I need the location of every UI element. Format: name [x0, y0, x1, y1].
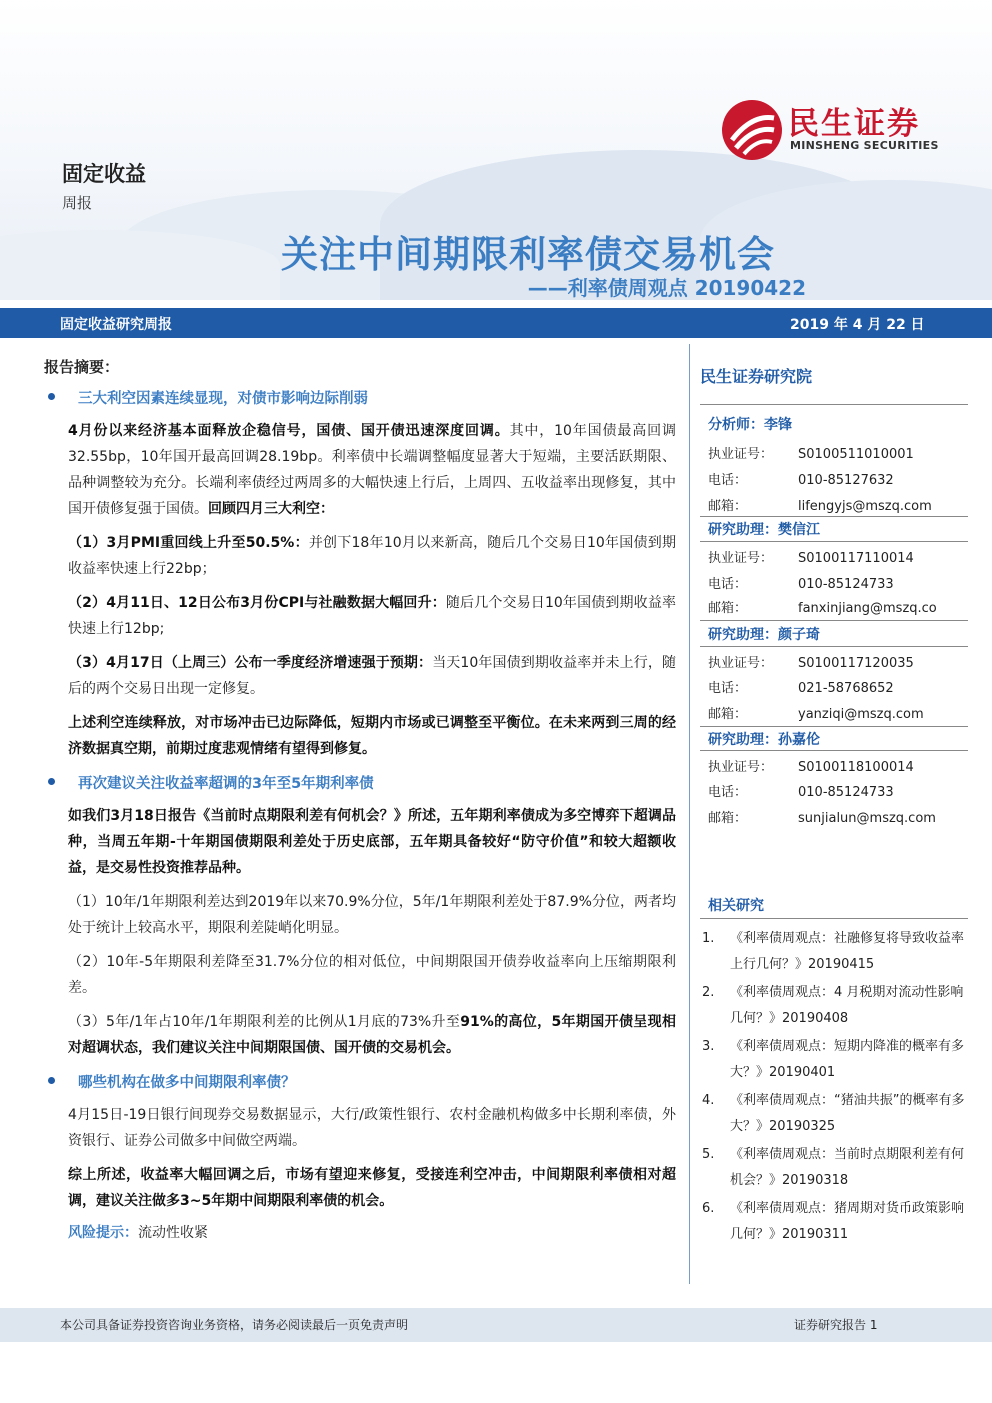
- separator: [700, 620, 968, 621]
- logo-text-en: MINSHENG SECURITIES: [790, 139, 939, 152]
- separator: [700, 750, 968, 751]
- related-research-list: [700, 926, 968, 1250]
- email: 邮箱： fanxinjiang@mszq.co: [708, 601, 937, 616]
- report-category: 固定收益: [62, 161, 146, 186]
- institute-name: 民生证券研究院: [700, 367, 813, 386]
- phone: 电话： 010-85124733: [708, 577, 894, 592]
- paragraph: 4月份以来经济基本面释放企稳信号，国债、国开债迅速深度回调。其中，10年国债最高回调32.55bp，10年国开最高回调28.19bp。利率债中长端调整幅度显著大于短端，主要活跃期限、品种调整较为充分。长端利率债经过两周多的大幅快速上行后，上周四、五收益率出现修复，其中国开债修复强于国债。回顾四月三大利空：: [68, 423, 676, 517]
- section-heading: 再次建议关注收益率超调的3年至5年期利率债: [44, 772, 676, 793]
- paragraph: （3）5年/1年占10年/1年期限利差的比例从1月底的73%升至91%的高位，5年期国开债呈现相对超调状态，我们建议关注中间期限国债、国开债的交易机会。: [68, 1014, 676, 1056]
- assistant-name: 研究助理：孙嘉伦: [708, 732, 820, 748]
- paragraph: 综上所述，收益率大幅回调之后，市场有望迎来修复，受接连利空冲击，中间期限利率债相对超调，建议关注做多3~5年期中间期限利率债的机会。: [68, 1167, 676, 1209]
- paragraph: 4月15日-19日银行间现券交易数据显示，大行/政策性银行、农村金融机构做多中长期利率债，外资银行、证券公司做多中间做空两端。: [68, 1107, 676, 1149]
- list-item[interactable]: 5. 《利率债周观点：当前时点期限利差有何机会？》20190318: [702, 1147, 965, 1188]
- separator: [700, 404, 968, 405]
- footer-disclaimer: 本公司具备证券投资咨询业务资格，请务必阅读最后一页免责声明: [60, 1318, 409, 1332]
- phone: 电话： 021-58768652: [708, 681, 894, 696]
- report-title: 关注中间期限利率债交易机会: [281, 233, 775, 276]
- email: 邮箱： yanziqi@mszq.com: [708, 707, 924, 722]
- assistant-name: 研究助理：樊信江: [708, 522, 820, 538]
- summary-title: 报告摘要：: [44, 358, 120, 376]
- paragraph: （2）4月11日、12日公布3月份CPI与社融数据大幅回升：随后几个交易日10年国债到期收益率快速上行12bp;: [68, 595, 676, 637]
- email: 邮箱： sunjialun@mszq.com: [708, 811, 936, 826]
- column-divider: [689, 344, 690, 1284]
- paragraph: 上述利空连续释放，对市场冲击已边际降低，短期内市场或已调整至平衡位。在未来两到三周的经济数据真空期，前期过度悲观情绪有望得到修复。: [68, 715, 676, 757]
- summary-column: [44, 356, 676, 1242]
- cert-number: 执业证号： S0100511010001: [708, 447, 914, 462]
- report-subtitle: ——利率债周观点 20190422: [527, 276, 806, 300]
- separator: [700, 918, 968, 919]
- phone: 电话： 010-85127632: [708, 473, 894, 488]
- email: 邮箱： lifengyjs@mszq.com: [708, 499, 932, 514]
- paragraph: （1）3月PMI重回线上升至50.5%：并创下18年10月以来新高，随后几个交易日10年国债到期收益率快速上行22bp；: [68, 535, 676, 577]
- logo-text-cn: 民生证券: [788, 106, 920, 142]
- report-type: 周报: [62, 194, 93, 212]
- list-item[interactable]: 3. 《利率债周观点：短期内降准的概率有多大？》20190401: [702, 1039, 965, 1080]
- risk-text: 流动性收紧: [138, 1225, 208, 1241]
- list-item[interactable]: 2. 《利率债周观点：4 月税期对流动性影响几何？》20190408: [702, 985, 964, 1026]
- cert-number: 执业证号： S0100117110014: [708, 551, 914, 566]
- report-date: 2019 年 4 月 22 日: [790, 317, 925, 333]
- list-item[interactable]: 4. 《利率债周观点：“猪油共振”的概率有多大？》20190325: [702, 1093, 965, 1134]
- footer-page-info: 证券研究报告 1: [794, 1318, 878, 1332]
- separator: [700, 541, 968, 542]
- list-item[interactable]: 6. 《利率债周观点：猪周期对货币政策影响几何？》20190311: [702, 1201, 965, 1242]
- section-heading: 哪些机构在做多中间期限利率债？: [44, 1071, 676, 1092]
- company-logo: [722, 96, 952, 162]
- risk-note: [68, 1222, 676, 1242]
- list-item[interactable]: 1. 《利率债周观点：社融修复将导致收益率上行几何？》20190415: [702, 931, 965, 972]
- risk-label: 风险提示：: [68, 1225, 138, 1241]
- paragraph: 如我们3月18日报告《当前时点期限利差有何机会？》所述，五年期利率债成为多空博弈下超调品种，当周五年期-十年期国债期限利差处于历史底部，五年期具备较好“防守价值”和较大超额收益，是交易性投资推荐品种。: [68, 808, 676, 876]
- cert-number: 执业证号： S0100118100014: [708, 760, 914, 775]
- paragraph: （1）10年/1年期限利差达到2019年以来70.9%分位，5年/1年期限利差处于87.9%分位，两者均处于统计上较高水平，期限利差陡峭化明显。: [68, 894, 676, 936]
- related-research-title: 相关研究: [708, 898, 764, 914]
- separator: [700, 646, 968, 647]
- analyst-name: 分析师：李锋: [708, 417, 792, 433]
- separator: [700, 726, 968, 727]
- separator: [700, 516, 968, 517]
- phone: 电话： 010-85124733: [708, 785, 894, 800]
- cert-number: 执业证号： S0100117120035: [708, 656, 914, 671]
- paragraph: （3）4月17日（上周三）公布一季度经济增速强于预期：当天10年国债到期收益率并未上行，随后的两个交易日出现一定修复。: [68, 655, 676, 697]
- logo-mark-icon: [722, 100, 782, 160]
- assistant-name: 研究助理：颜子琦: [708, 627, 820, 643]
- section-heading: 三大利空因素连续显现，对债市影响边际削弱: [44, 387, 676, 408]
- paragraph: （2）10年-5年期限利差降至31.7%分位的相对低位，中间期限国开债券收益率向上压缩期限利差。: [68, 954, 676, 996]
- band-label: 固定收益研究周报: [60, 317, 172, 333]
